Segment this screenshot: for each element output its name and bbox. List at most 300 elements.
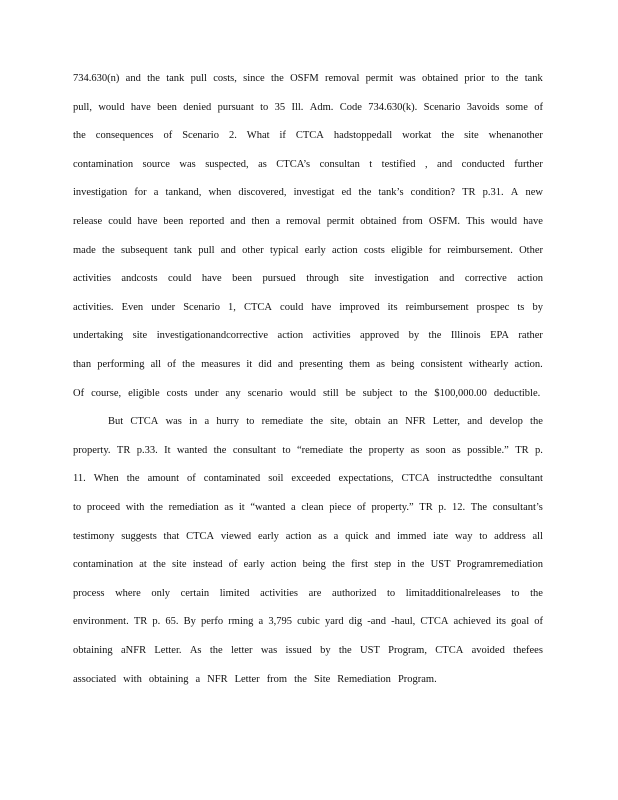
word: permit: [365, 73, 394, 84]
word: reimbursement.: [447, 244, 513, 256]
word: a: [204, 416, 210, 428]
word: did: [258, 359, 272, 370]
word: of: [163, 130, 173, 142]
word: obtained: [360, 216, 397, 227]
word: develop: [489, 416, 523, 428]
word: first: [351, 559, 369, 571]
word: What: [246, 130, 270, 142]
text-line: [73, 587, 543, 601]
word: associated: [73, 673, 117, 685]
word: activities: [73, 273, 111, 285]
word: a: [195, 673, 201, 685]
word: action.: [514, 359, 543, 370]
text-line: [73, 72, 543, 86]
word: eligible: [128, 387, 160, 399]
word: action: [270, 559, 297, 571]
word: the: [505, 73, 519, 84]
word: the: [358, 187, 372, 199]
word: early: [257, 530, 279, 542]
word: being: [302, 559, 326, 571]
word: new: [525, 187, 543, 199]
word: activities: [312, 330, 351, 342]
word: when: [208, 187, 232, 199]
word: aNFR: [120, 645, 147, 656]
word: whenanother: [488, 130, 543, 142]
word: the: [441, 130, 455, 142]
word: Site: [313, 673, 331, 685]
word: site,: [330, 416, 348, 428]
word: scenario: [247, 387, 283, 399]
word: site: [132, 330, 148, 342]
word: prospec: [476, 301, 510, 313]
word: andcosts: [121, 273, 158, 285]
word: as: [410, 444, 420, 456]
word: at: [139, 559, 147, 571]
word: the: [101, 244, 115, 256]
word: Program.: [397, 673, 437, 685]
word: would: [289, 387, 316, 399]
word: 3avoids: [466, 101, 500, 113]
word: obtain: [354, 416, 381, 428]
word: removal: [286, 216, 321, 227]
word: way: [454, 530, 473, 542]
word: TR: [133, 616, 148, 628]
word: was: [399, 73, 416, 84]
word: have: [201, 273, 222, 285]
word: authorized: [332, 587, 377, 599]
text-line: [73, 129, 543, 143]
word: Program,: [388, 645, 427, 656]
word: suspected,: [205, 158, 249, 170]
word: site: [349, 273, 364, 285]
word: proceed: [86, 502, 121, 513]
word: reported: [189, 216, 225, 227]
word: and: [437, 158, 453, 170]
word: 2.: [228, 130, 237, 142]
word: consultant’s: [492, 502, 543, 513]
word: Adm.: [309, 101, 334, 113]
word: further: [514, 158, 543, 170]
text-line: [73, 215, 543, 229]
word: piece: [329, 502, 352, 513]
word: TR: [419, 502, 433, 513]
word: site: [464, 130, 479, 142]
word: than: [73, 359, 92, 370]
word: a: [275, 216, 281, 227]
word: By: [183, 616, 196, 628]
word: consequences: [95, 130, 154, 142]
word: costs: [363, 244, 385, 256]
word: achieved: [453, 616, 491, 628]
word: Of: [73, 387, 85, 399]
word: dig: [348, 616, 363, 628]
word: TR: [515, 444, 529, 456]
word: environment.: [73, 616, 129, 628]
word: to: [260, 101, 269, 113]
word: tankand,: [165, 187, 202, 199]
word: any: [225, 387, 241, 399]
word: “wanted: [250, 502, 286, 513]
word: the: [349, 444, 363, 456]
word: p.: [535, 444, 543, 456]
word: a: [333, 530, 339, 542]
word: obtaining: [73, 645, 113, 656]
word: where: [115, 587, 141, 599]
word: the: [153, 559, 166, 571]
word: property.: [73, 444, 111, 456]
word: consultant: [499, 473, 543, 485]
word: TR: [116, 444, 131, 456]
word: pursuant: [217, 101, 254, 113]
text-line: [73, 472, 543, 486]
word: possible.”: [467, 444, 509, 456]
word: of: [534, 101, 543, 113]
word: and: [125, 73, 141, 84]
word: Scenario: [423, 101, 461, 113]
word: release: [73, 216, 103, 227]
word: 734.630(k).: [368, 101, 418, 113]
word: the: [338, 645, 352, 656]
word: in: [189, 416, 198, 428]
word: ,: [424, 158, 428, 170]
word: property: [368, 444, 405, 456]
word: improved: [339, 301, 380, 313]
text-line: [73, 272, 543, 286]
word: through: [306, 273, 339, 285]
word: clean: [301, 502, 324, 513]
word: to: [491, 73, 500, 84]
word: goal: [511, 616, 530, 628]
word: investigation: [73, 187, 128, 199]
word: Illinois: [450, 330, 481, 342]
word: since: [243, 73, 265, 84]
word: a: [291, 502, 296, 513]
word: This: [466, 216, 485, 227]
word: p.: [438, 502, 447, 513]
word: Letter,: [432, 416, 461, 428]
word: limited: [219, 587, 250, 599]
word: p.31.: [482, 187, 504, 199]
word: early: [304, 244, 326, 256]
text-line: [73, 329, 543, 343]
word: permit: [326, 216, 355, 227]
word: the: [147, 73, 160, 84]
word: have: [130, 101, 151, 113]
word: exceeded: [291, 473, 331, 485]
word: for: [428, 244, 442, 256]
word: all: [150, 359, 162, 370]
word: and: [439, 273, 455, 285]
word: been: [163, 216, 184, 227]
word: some: [505, 101, 528, 113]
word: Letter: [234, 673, 260, 685]
word: Scenario: [182, 130, 219, 142]
word: costs,: [213, 73, 237, 84]
word: a: [153, 187, 159, 199]
word: 3,795: [268, 616, 292, 628]
text-line: [73, 558, 543, 572]
word: other: [242, 244, 264, 256]
word: soil: [268, 473, 284, 485]
word: property.”: [371, 502, 414, 513]
word: and: [277, 359, 294, 370]
word: instructedthe: [437, 473, 492, 485]
word: an: [388, 416, 398, 428]
word: 12.: [451, 502, 466, 513]
word: A: [510, 187, 519, 199]
word: only: [151, 587, 171, 599]
word: contaminated: [203, 473, 261, 485]
word: Programremediation: [456, 559, 543, 571]
word: if: [279, 130, 286, 142]
word: been: [232, 273, 252, 285]
word: could: [280, 301, 304, 313]
word: CTCA: [420, 616, 449, 628]
word: them: [349, 359, 371, 370]
word: costs: [166, 387, 188, 399]
word: the: [209, 645, 223, 656]
word: typical: [269, 244, 299, 256]
word: of: [357, 502, 366, 513]
word: the: [332, 559, 345, 571]
word: action: [517, 273, 543, 285]
word: -haul,: [391, 616, 416, 628]
word: hurry: [216, 416, 240, 428]
word: NFR: [405, 416, 426, 428]
word: then: [251, 216, 270, 227]
word: would: [98, 101, 125, 113]
word: prior: [464, 73, 485, 84]
word: measures: [201, 359, 241, 370]
word: UST: [430, 559, 451, 571]
word: certain: [180, 587, 210, 599]
word: condition?: [410, 187, 455, 199]
word: As: [189, 645, 202, 656]
word: action: [331, 244, 358, 256]
word: yard: [324, 616, 344, 628]
word: thefees: [513, 645, 543, 656]
word: letter: [230, 645, 253, 656]
word: activities.: [73, 301, 114, 313]
word: CTCA: [186, 530, 215, 542]
word: process: [73, 587, 105, 599]
word: was: [179, 158, 196, 170]
word: to: [282, 444, 291, 456]
word: contamination: [73, 559, 134, 571]
word: to: [73, 502, 82, 513]
word: have: [137, 216, 158, 227]
word: investigationandcorrective: [156, 330, 269, 342]
word: to: [399, 387, 408, 399]
word: ts: [517, 301, 525, 313]
word: to: [511, 587, 520, 599]
word: withearly: [468, 359, 509, 370]
word: with: [125, 502, 145, 513]
word: could: [168, 273, 192, 285]
word: was: [260, 645, 278, 656]
word: of: [228, 559, 238, 571]
word: perfo: [201, 616, 224, 628]
word: was: [165, 416, 182, 428]
word: and: [375, 530, 391, 542]
word: suggests: [121, 530, 157, 542]
word: under: [194, 387, 219, 399]
word: the: [411, 559, 425, 571]
word: expectations,: [338, 473, 394, 485]
text-line: [73, 244, 543, 258]
word: 35: [274, 101, 286, 113]
word: the: [530, 416, 543, 428]
word: pull: [198, 244, 215, 256]
word: to: [479, 530, 488, 542]
word: UST: [360, 645, 380, 656]
word: CTCA: [435, 645, 464, 656]
word: by: [408, 330, 420, 342]
word: and: [220, 244, 236, 256]
word: -and: [367, 616, 386, 628]
word: contamination: [73, 158, 134, 170]
word: as: [376, 359, 385, 370]
word: address: [494, 530, 526, 542]
word: instead: [192, 559, 223, 571]
word: cubic: [297, 616, 320, 628]
word: obtained: [421, 73, 459, 84]
word: by: [320, 645, 331, 656]
word: the: [73, 130, 86, 142]
word: 11.: [73, 473, 86, 485]
word: workat: [402, 130, 432, 142]
word: tank: [524, 73, 543, 84]
word: have: [523, 216, 543, 227]
word: tank: [166, 73, 185, 84]
text-line: [73, 644, 543, 658]
word: it: [246, 359, 253, 370]
word: “remediate: [296, 444, 344, 456]
word: OSFM: [290, 73, 319, 84]
word: from: [266, 673, 288, 685]
word: Remediation: [337, 673, 391, 685]
text-line: [108, 415, 543, 429]
word: 1,: [228, 301, 236, 313]
word: have: [311, 301, 332, 313]
word: under: [151, 301, 176, 313]
word: testified: [381, 158, 416, 170]
word: a: [258, 616, 264, 628]
word: early: [243, 559, 265, 571]
word: subject: [362, 387, 393, 399]
word: all: [532, 530, 543, 542]
word: are: [308, 587, 322, 599]
word: of: [187, 473, 196, 485]
word: amount: [147, 473, 180, 485]
word: tank’s: [378, 187, 404, 199]
word: TR: [462, 187, 476, 199]
word: investigat: [293, 187, 335, 199]
word: still: [322, 387, 339, 399]
text-line: [73, 387, 543, 401]
word: the: [414, 387, 428, 399]
word: 734.630(n): [73, 73, 120, 84]
word: consultan: [319, 158, 360, 170]
text-line: [73, 501, 543, 515]
word: by: [532, 301, 543, 313]
word: consistent: [420, 359, 463, 370]
word: activities: [260, 587, 299, 599]
word: EPA: [490, 330, 509, 342]
word: Code: [339, 101, 362, 113]
word: limitadditionalreleases: [405, 587, 501, 599]
word: the: [428, 330, 442, 342]
word: p.33.: [136, 444, 158, 456]
text-line: [73, 615, 543, 629]
word: reimbursement: [405, 301, 469, 313]
word: to: [246, 416, 255, 428]
word: Other: [519, 244, 543, 256]
text-line: [73, 158, 543, 172]
text-line: [73, 358, 543, 372]
word: that: [163, 530, 180, 542]
word: of: [167, 359, 176, 370]
word: viewed: [220, 530, 252, 542]
word: it: [238, 502, 245, 513]
word: removal: [324, 73, 360, 84]
word: iate: [433, 530, 449, 542]
word: as: [258, 158, 267, 170]
word: the: [530, 587, 543, 599]
text-line: [73, 530, 543, 544]
word: wanted: [176, 444, 208, 456]
word: performing: [97, 359, 145, 370]
word: site: [172, 559, 187, 571]
word: the: [270, 73, 284, 84]
word: of: [534, 616, 543, 628]
word: the: [213, 444, 227, 456]
word: Scenario: [183, 301, 220, 313]
word: pursued: [262, 273, 296, 285]
word: denied: [183, 101, 212, 113]
word: $100,000.00: [434, 387, 487, 399]
text-line: [73, 301, 543, 315]
word: subsequent: [121, 244, 168, 256]
word: its: [387, 301, 398, 313]
word: action: [285, 530, 312, 542]
word: its: [495, 616, 506, 628]
word: conducted: [461, 158, 505, 170]
word: presenting: [299, 359, 343, 370]
word: When: [93, 473, 119, 485]
word: p.: [152, 616, 161, 628]
word: It: [164, 444, 171, 456]
word: would: [490, 216, 518, 227]
text-line: [73, 101, 543, 115]
word: deductible.: [493, 387, 541, 399]
word: be: [345, 387, 356, 399]
word: with: [123, 673, 142, 685]
word: source: [142, 158, 170, 170]
word: course,: [91, 387, 122, 399]
word: and: [467, 416, 483, 428]
word: remediate: [261, 416, 303, 428]
word: the: [294, 673, 307, 685]
word: OSFM.: [428, 216, 461, 227]
word: step: [374, 559, 392, 571]
text-line: [73, 444, 543, 458]
word: issued: [285, 645, 312, 656]
word: tank: [173, 244, 192, 256]
word: ed: [341, 187, 352, 199]
word: NFR: [207, 673, 228, 685]
word: been: [157, 101, 177, 113]
